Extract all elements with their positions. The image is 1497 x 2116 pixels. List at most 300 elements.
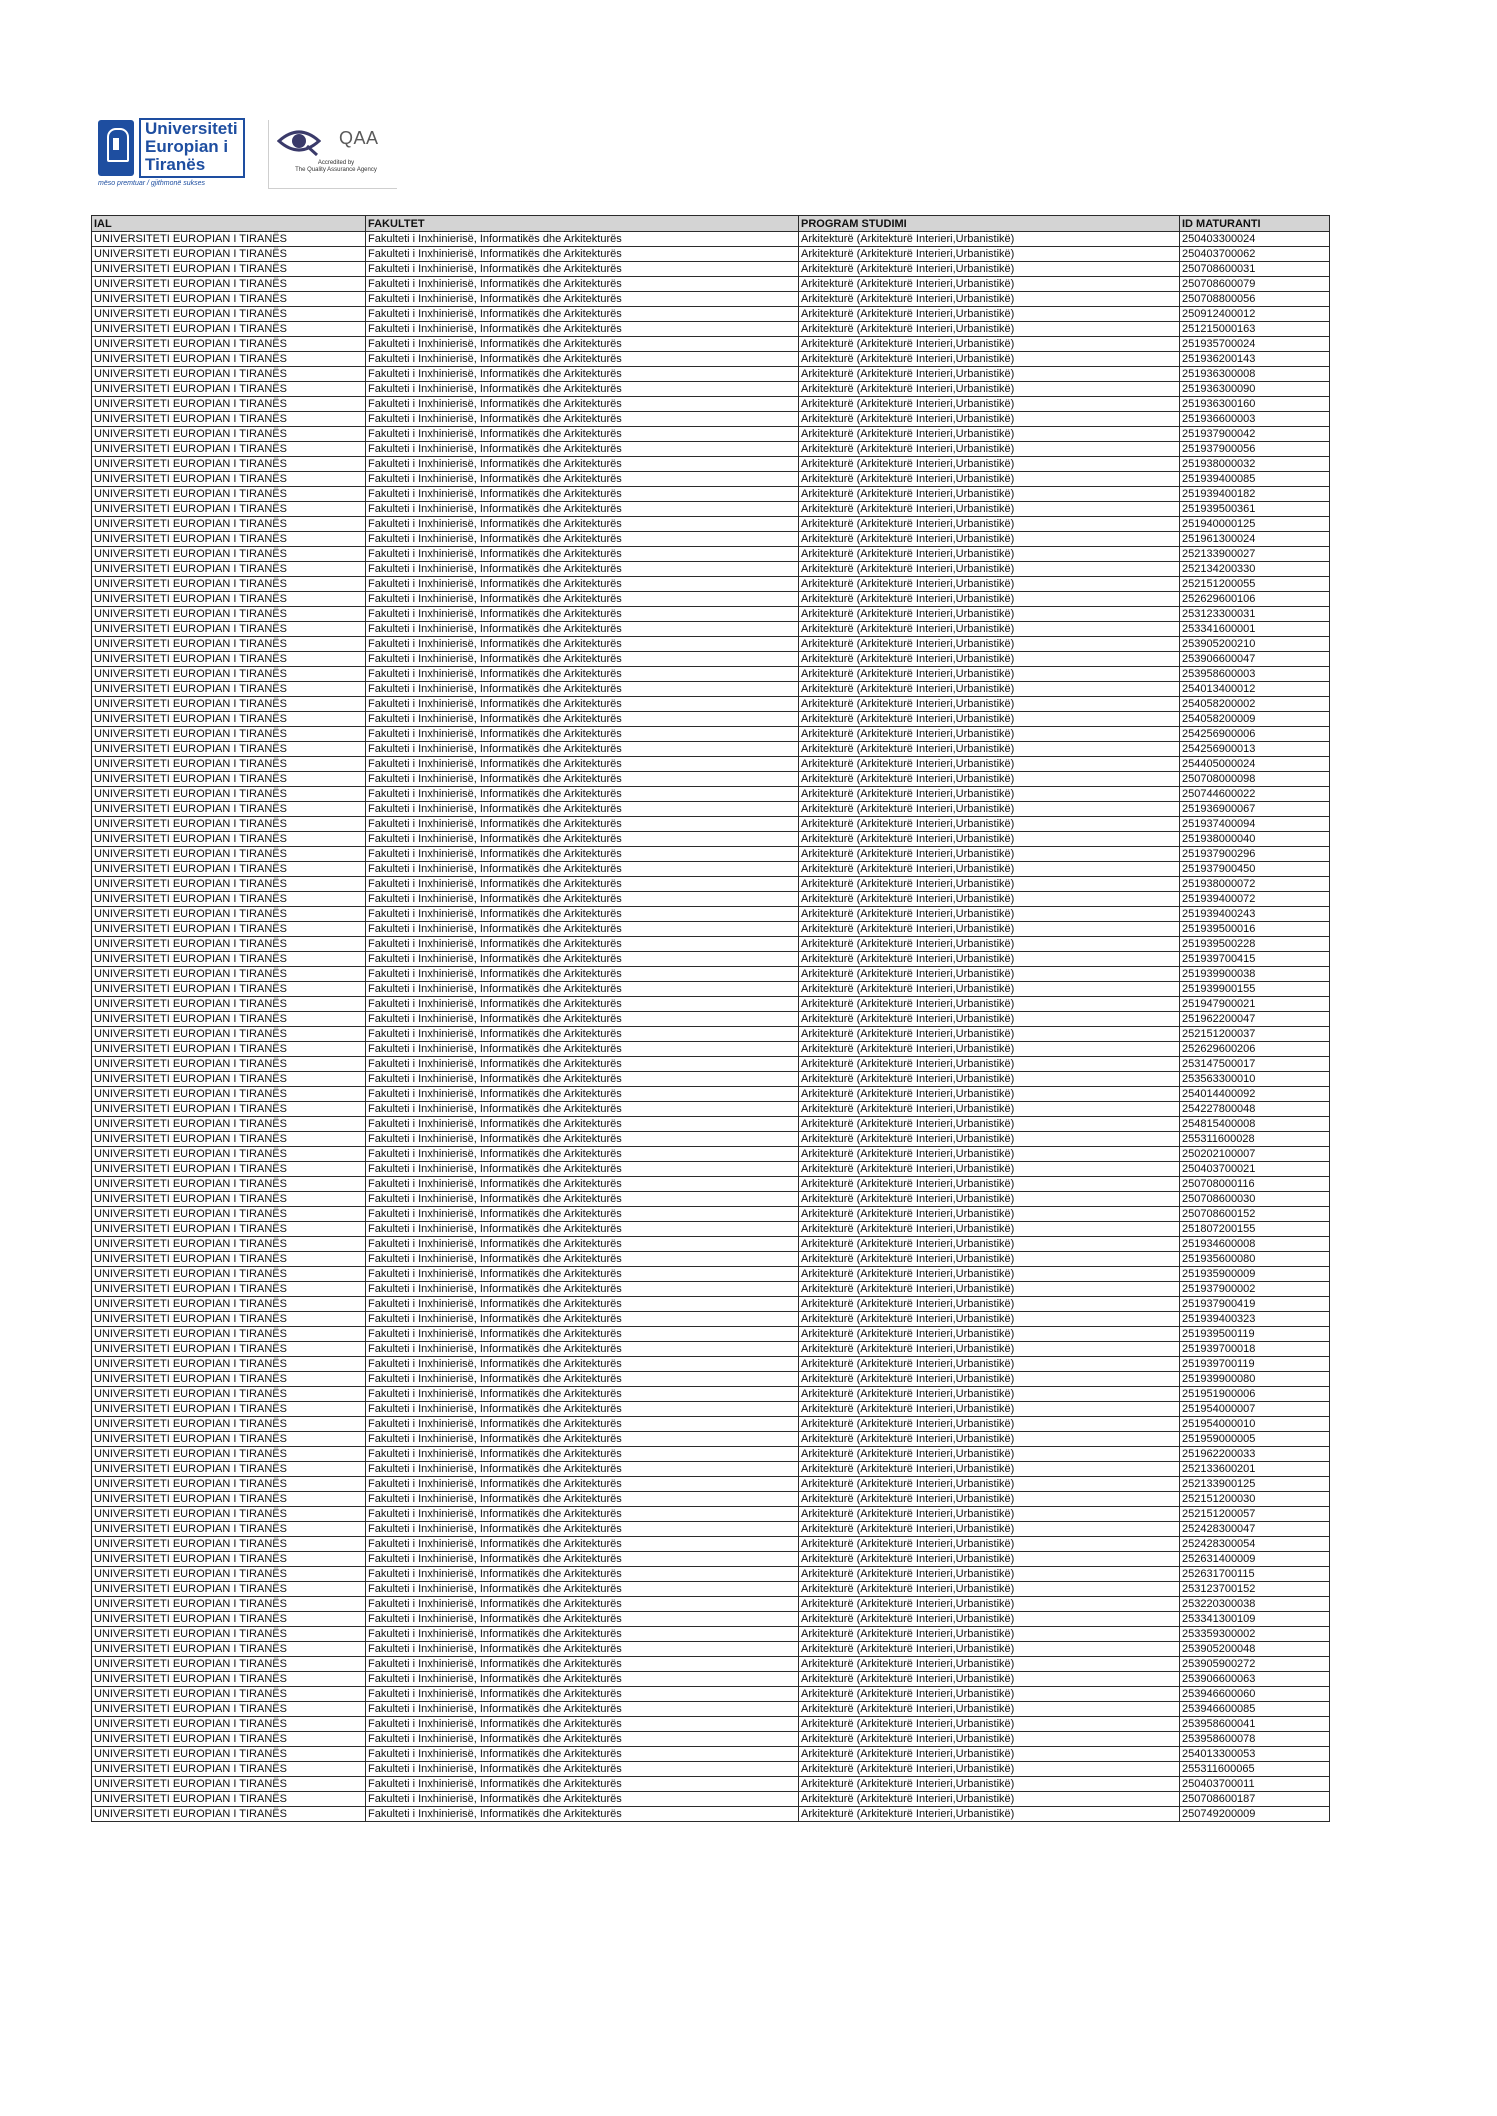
- cell-fakultet: Fakulteti i Inxhinierisë, Informatikës dhe Arkitekturës: [366, 1177, 799, 1192]
- column-header-ial: IAL: [92, 216, 366, 232]
- cell-ial: UNIVERSITETI EUROPIAN I TIRANËS: [92, 922, 366, 937]
- table-row: [92, 1507, 1330, 1522]
- cell-ial: UNIVERSITETI EUROPIAN I TIRANËS: [92, 1417, 366, 1432]
- cell-program: Arkitekturë (Arkitekturë Interieri,Urbanistikë): [799, 1612, 1180, 1627]
- cell-program: Arkitekturë (Arkitekturë Interieri,Urbanistikë): [799, 847, 1180, 862]
- cell-id: 251939400243: [1180, 907, 1330, 922]
- cell-program: Arkitekturë (Arkitekturë Interieri,Urbanistikë): [799, 1582, 1180, 1597]
- cell-id: 253905900272: [1180, 1657, 1330, 1672]
- cell-fakultet: Fakulteti i Inxhinierisë, Informatikës dhe Arkitekturës: [366, 337, 799, 352]
- cell-fakultet: Fakulteti i Inxhinierisë, Informatikës dhe Arkitekturës: [366, 1612, 799, 1627]
- cell-fakultet: Fakulteti i Inxhinierisë, Informatikës dhe Arkitekturës: [366, 1267, 799, 1282]
- cell-ial: UNIVERSITETI EUROPIAN I TIRANËS: [92, 1702, 366, 1717]
- cell-fakultet: Fakulteti i Inxhinierisë, Informatikës dhe Arkitekturës: [366, 1342, 799, 1357]
- table-row: [92, 637, 1330, 652]
- cell-id: 254405000024: [1180, 757, 1330, 772]
- cell-fakultet: Fakulteti i Inxhinierisë, Informatikës dhe Arkitekturës: [366, 1462, 799, 1477]
- table-row: [92, 277, 1330, 292]
- table-row: [92, 502, 1330, 517]
- table-row: [92, 1612, 1330, 1627]
- cell-program: Arkitekturë (Arkitekturë Interieri,Urbanistikë): [799, 1267, 1180, 1282]
- cell-program: Arkitekturë (Arkitekturë Interieri,Urbanistikë): [799, 1567, 1180, 1582]
- cell-program: Arkitekturë (Arkitekturë Interieri,Urbanistikë): [799, 277, 1180, 292]
- table-row: [92, 487, 1330, 502]
- cell-id: 250403300024: [1180, 232, 1330, 247]
- cell-fakultet: Fakulteti i Inxhinierisë, Informatikës dhe Arkitekturës: [366, 1297, 799, 1312]
- cell-program: Arkitekturë (Arkitekturë Interieri,Urbanistikë): [799, 1387, 1180, 1402]
- cell-program: Arkitekturë (Arkitekturë Interieri,Urbanistikë): [799, 1042, 1180, 1057]
- cell-fakultet: Fakulteti i Inxhinierisë, Informatikës dhe Arkitekturës: [366, 1357, 799, 1372]
- cell-ial: UNIVERSITETI EUROPIAN I TIRANËS: [92, 1522, 366, 1537]
- cell-program: Arkitekturë (Arkitekturë Interieri,Urbanistikë): [799, 1372, 1180, 1387]
- university-crest-icon: [98, 120, 134, 176]
- cell-id: 251939700415: [1180, 952, 1330, 967]
- cell-ial: UNIVERSITETI EUROPIAN I TIRANËS: [92, 457, 366, 472]
- table-row: [92, 517, 1330, 532]
- cell-program: Arkitekturë (Arkitekturë Interieri,Urbanistikë): [799, 1762, 1180, 1777]
- cell-program: Arkitekturë (Arkitekturë Interieri,Urbanistikë): [799, 1807, 1180, 1822]
- table-row: [92, 1327, 1330, 1342]
- cell-id: 251939500016: [1180, 922, 1330, 937]
- cell-id: 251936300008: [1180, 367, 1330, 382]
- cell-id: 251939400182: [1180, 487, 1330, 502]
- cell-program: Arkitekturë (Arkitekturë Interieri,Urbanistikë): [799, 772, 1180, 787]
- table-body: [92, 232, 1330, 1822]
- cell-id: 252133900027: [1180, 547, 1330, 562]
- cell-id: 253905200210: [1180, 637, 1330, 652]
- cell-ial: UNIVERSITETI EUROPIAN I TIRANËS: [92, 487, 366, 502]
- cell-id: 251939500361: [1180, 502, 1330, 517]
- cell-program: Arkitekturë (Arkitekturë Interieri,Urbanistikë): [799, 232, 1180, 247]
- cell-program: Arkitekturë (Arkitekturë Interieri,Urbanistikë): [799, 862, 1180, 877]
- cell-fakultet: Fakulteti i Inxhinierisë, Informatikës dhe Arkitekturës: [366, 652, 799, 667]
- cell-id: 250403700021: [1180, 1162, 1330, 1177]
- table-row: [92, 652, 1330, 667]
- cell-ial: UNIVERSITETI EUROPIAN I TIRANËS: [92, 1552, 366, 1567]
- cell-ial: UNIVERSITETI EUROPIAN I TIRANËS: [92, 1537, 366, 1552]
- table-row: [92, 757, 1330, 772]
- table-row: [92, 1282, 1330, 1297]
- table-row: [92, 1072, 1330, 1087]
- cell-program: Arkitekturë (Arkitekturë Interieri,Urbanistikë): [799, 1102, 1180, 1117]
- cell-program: Arkitekturë (Arkitekturë Interieri,Urbanistikë): [799, 667, 1180, 682]
- cell-id: 251939900038: [1180, 967, 1330, 982]
- cell-fakultet: Fakulteti i Inxhinierisë, Informatikës dhe Arkitekturës: [366, 907, 799, 922]
- cell-ial: UNIVERSITETI EUROPIAN I TIRANËS: [92, 1792, 366, 1807]
- cell-id: 252428300047: [1180, 1522, 1330, 1537]
- cell-ial: UNIVERSITETI EUROPIAN I TIRANËS: [92, 832, 366, 847]
- cell-ial: UNIVERSITETI EUROPIAN I TIRANËS: [92, 712, 366, 727]
- cell-ial: UNIVERSITETI EUROPIAN I TIRANËS: [92, 337, 366, 352]
- cell-id: 251215000163: [1180, 322, 1330, 337]
- cell-ial: UNIVERSITETI EUROPIAN I TIRANËS: [92, 1747, 366, 1762]
- cell-ial: UNIVERSITETI EUROPIAN I TIRANËS: [92, 427, 366, 442]
- cell-id: 252631700115: [1180, 1567, 1330, 1582]
- cell-program: Arkitekturë (Arkitekturë Interieri,Urbanistikë): [799, 1552, 1180, 1567]
- cell-id: 253341300109: [1180, 1612, 1330, 1627]
- cell-id: 251962200033: [1180, 1447, 1330, 1462]
- table-row: [92, 1807, 1330, 1822]
- cell-program: Arkitekturë (Arkitekturë Interieri,Urbanistikë): [799, 1057, 1180, 1072]
- table-row: [92, 697, 1330, 712]
- university-logo-line-1: Universiteti: [145, 119, 238, 138]
- table-row: [92, 1762, 1330, 1777]
- cell-ial: UNIVERSITETI EUROPIAN I TIRANËS: [92, 1057, 366, 1072]
- university-logo-line-2: Europian i: [145, 137, 229, 156]
- cell-id: 253946600085: [1180, 1702, 1330, 1717]
- cell-fakultet: Fakulteti i Inxhinierisë, Informatikës dhe Arkitekturës: [366, 967, 799, 982]
- cell-fakultet: Fakulteti i Inxhinierisë, Informatikës dhe Arkitekturës: [366, 562, 799, 577]
- table-row: [92, 1117, 1330, 1132]
- cell-fakultet: Fakulteti i Inxhinierisë, Informatikës dhe Arkitekturës: [366, 1312, 799, 1327]
- cell-ial: UNIVERSITETI EUROPIAN I TIRANËS: [92, 1642, 366, 1657]
- table-row: [92, 622, 1330, 637]
- table-row: [92, 1252, 1330, 1267]
- cell-fakultet: Fakulteti i Inxhinierisë, Informatikës dhe Arkitekturës: [366, 1072, 799, 1087]
- cell-fakultet: Fakulteti i Inxhinierisë, Informatikës dhe Arkitekturës: [366, 727, 799, 742]
- table-row: [92, 952, 1330, 967]
- table-row: [92, 367, 1330, 382]
- cell-fakultet: Fakulteti i Inxhinierisë, Informatikës dhe Arkitekturës: [366, 817, 799, 832]
- cell-fakultet: Fakulteti i Inxhinierisë, Informatikës dhe Arkitekturës: [366, 1132, 799, 1147]
- cell-ial: UNIVERSITETI EUROPIAN I TIRANËS: [92, 982, 366, 997]
- cell-program: Arkitekturë (Arkitekturë Interieri,Urbanistikë): [799, 997, 1180, 1012]
- table-row: [92, 1492, 1330, 1507]
- cell-program: Arkitekturë (Arkitekturë Interieri,Urbanistikë): [799, 817, 1180, 832]
- cell-id: 251947900021: [1180, 997, 1330, 1012]
- cell-ial: UNIVERSITETI EUROPIAN I TIRANËS: [92, 1477, 366, 1492]
- cell-program: Arkitekturë (Arkitekturë Interieri,Urbanistikë): [799, 1132, 1180, 1147]
- table-row: [92, 1747, 1330, 1762]
- cell-id: 251951900006: [1180, 1387, 1330, 1402]
- cell-ial: UNIVERSITETI EUROPIAN I TIRANËS: [92, 1117, 366, 1132]
- cell-id: 251940000125: [1180, 517, 1330, 532]
- cell-program: Arkitekturë (Arkitekturë Interieri,Urbanistikë): [799, 442, 1180, 457]
- cell-ial: UNIVERSITETI EUROPIAN I TIRANËS: [92, 1267, 366, 1282]
- cell-fakultet: Fakulteti i Inxhinierisë, Informatikës dhe Arkitekturës: [366, 1192, 799, 1207]
- cell-fakultet: Fakulteti i Inxhinierisë, Informatikës dhe Arkitekturës: [366, 1057, 799, 1072]
- cell-ial: UNIVERSITETI EUROPIAN I TIRANËS: [92, 847, 366, 862]
- table-row: [92, 1162, 1330, 1177]
- cell-fakultet: Fakulteti i Inxhinierisë, Informatikës dhe Arkitekturës: [366, 1507, 799, 1522]
- table-row: [92, 1372, 1330, 1387]
- table-row: [92, 1342, 1330, 1357]
- table-row: [92, 1702, 1330, 1717]
- cell-program: Arkitekturë (Arkitekturë Interieri,Urbanistikë): [799, 562, 1180, 577]
- cell-ial: UNIVERSITETI EUROPIAN I TIRANËS: [92, 412, 366, 427]
- cell-program: Arkitekturë (Arkitekturë Interieri,Urbanistikë): [799, 727, 1180, 742]
- cell-fakultet: Fakulteti i Inxhinierisë, Informatikës dhe Arkitekturës: [366, 877, 799, 892]
- cell-id: 251938000032: [1180, 457, 1330, 472]
- table-row: [92, 772, 1330, 787]
- cell-ial: UNIVERSITETI EUROPIAN I TIRANËS: [92, 907, 366, 922]
- cell-id: 254013300053: [1180, 1747, 1330, 1762]
- table-row: [92, 442, 1330, 457]
- cell-fakultet: Fakulteti i Inxhinierisë, Informatikës dhe Arkitekturës: [366, 577, 799, 592]
- cell-program: Arkitekturë (Arkitekturë Interieri,Urbanistikë): [799, 1597, 1180, 1612]
- university-logo-tagline: mëso premtuar / gjithmonë sukses: [98, 180, 205, 187]
- cell-program: Arkitekturë (Arkitekturë Interieri,Urbanistikë): [799, 877, 1180, 892]
- cell-ial: UNIVERSITETI EUROPIAN I TIRANËS: [92, 592, 366, 607]
- cell-fakultet: Fakulteti i Inxhinierisë, Informatikës dhe Arkitekturës: [366, 1567, 799, 1582]
- column-header-id: ID MATURANTI: [1180, 216, 1330, 232]
- cell-program: Arkitekturë (Arkitekturë Interieri,Urbanistikë): [799, 1192, 1180, 1207]
- table-row: [92, 1552, 1330, 1567]
- cell-program: Arkitekturë (Arkitekturë Interieri,Urbanistikë): [799, 622, 1180, 637]
- cell-fakultet: Fakulteti i Inxhinierisë, Informatikës dhe Arkitekturës: [366, 1807, 799, 1822]
- cell-id: 252631400009: [1180, 1552, 1330, 1567]
- cell-program: Arkitekturë (Arkitekturë Interieri,Urbanistikë): [799, 892, 1180, 907]
- cell-ial: UNIVERSITETI EUROPIAN I TIRANËS: [92, 247, 366, 262]
- cell-ial: UNIVERSITETI EUROPIAN I TIRANËS: [92, 862, 366, 877]
- cell-id: 253958600078: [1180, 1732, 1330, 1747]
- table-row: [92, 1477, 1330, 1492]
- cell-fakultet: Fakulteti i Inxhinierisë, Informatikës dhe Arkitekturës: [366, 1087, 799, 1102]
- cell-program: Arkitekturë (Arkitekturë Interieri,Urbanistikë): [799, 787, 1180, 802]
- cell-program: Arkitekturë (Arkitekturë Interieri,Urbanistikë): [799, 1627, 1180, 1642]
- cell-program: Arkitekturë (Arkitekturë Interieri,Urbanistikë): [799, 1177, 1180, 1192]
- cell-id: 251937400094: [1180, 817, 1330, 832]
- cell-id: 253958600041: [1180, 1717, 1330, 1732]
- table-row: [92, 307, 1330, 322]
- cell-fakultet: Fakulteti i Inxhinierisë, Informatikës dhe Arkitekturës: [366, 1417, 799, 1432]
- cell-fakultet: Fakulteti i Inxhinierisë, Informatikës dhe Arkitekturës: [366, 382, 799, 397]
- cell-fakultet: Fakulteti i Inxhinierisë, Informatikës dhe Arkitekturës: [366, 1597, 799, 1612]
- cell-program: Arkitekturë (Arkitekturë Interieri,Urbanistikë): [799, 547, 1180, 562]
- table-row: [92, 847, 1330, 862]
- cell-id: 253359300002: [1180, 1627, 1330, 1642]
- cell-ial: UNIVERSITETI EUROPIAN I TIRANËS: [92, 1282, 366, 1297]
- cell-id: 251807200155: [1180, 1222, 1330, 1237]
- table-row: [92, 607, 1330, 622]
- cell-id: 254227800048: [1180, 1102, 1330, 1117]
- cell-program: Arkitekturë (Arkitekturë Interieri,Urbanistikë): [799, 1252, 1180, 1267]
- cell-program: Arkitekturë (Arkitekturë Interieri,Urbanistikë): [799, 1507, 1180, 1522]
- cell-id: 251934600008: [1180, 1237, 1330, 1252]
- table-row: [92, 592, 1330, 607]
- cell-ial: UNIVERSITETI EUROPIAN I TIRANËS: [92, 1492, 366, 1507]
- cell-program: Arkitekturë (Arkitekturë Interieri,Urbanistikë): [799, 1087, 1180, 1102]
- cell-id: 250202100007: [1180, 1147, 1330, 1162]
- table-row: [92, 397, 1330, 412]
- cell-id: 254058200009: [1180, 712, 1330, 727]
- cell-fakultet: Fakulteti i Inxhinierisë, Informatikës dhe Arkitekturës: [366, 742, 799, 757]
- table-row: [92, 1297, 1330, 1312]
- table-row: [92, 1207, 1330, 1222]
- cell-ial: UNIVERSITETI EUROPIAN I TIRANËS: [92, 997, 366, 1012]
- table-row: [92, 1447, 1330, 1462]
- table-row: [92, 1582, 1330, 1597]
- cell-fakultet: Fakulteti i Inxhinierisë, Informatikës dhe Arkitekturës: [366, 1327, 799, 1342]
- cell-ial: UNIVERSITETI EUROPIAN I TIRANËS: [92, 472, 366, 487]
- table-row: [92, 937, 1330, 952]
- university-logo-wordmark: [139, 118, 245, 178]
- cell-id: 252629600206: [1180, 1042, 1330, 1057]
- cell-ial: UNIVERSITETI EUROPIAN I TIRANËS: [92, 967, 366, 982]
- cell-ial: UNIVERSITETI EUROPIAN I TIRANËS: [92, 322, 366, 337]
- cell-id: 251954000007: [1180, 1402, 1330, 1417]
- table-row: [92, 1012, 1330, 1027]
- cell-program: Arkitekturë (Arkitekturë Interieri,Urbanistikë): [799, 1342, 1180, 1357]
- cell-ial: UNIVERSITETI EUROPIAN I TIRANËS: [92, 877, 366, 892]
- cell-fakultet: Fakulteti i Inxhinierisë, Informatikës dhe Arkitekturës: [366, 1642, 799, 1657]
- cell-id: 251935700024: [1180, 337, 1330, 352]
- cell-id: 251935900009: [1180, 1267, 1330, 1282]
- cell-id: 254256900006: [1180, 727, 1330, 742]
- cell-ial: UNIVERSITETI EUROPIAN I TIRANËS: [92, 352, 366, 367]
- cell-fakultet: Fakulteti i Inxhinierisë, Informatikës dhe Arkitekturës: [366, 397, 799, 412]
- cell-program: Arkitekturë (Arkitekturë Interieri,Urbanistikë): [799, 1777, 1180, 1792]
- cell-id: 251937900042: [1180, 427, 1330, 442]
- cell-ial: UNIVERSITETI EUROPIAN I TIRANËS: [92, 607, 366, 622]
- cell-ial: UNIVERSITETI EUROPIAN I TIRANËS: [92, 1672, 366, 1687]
- table-row: [92, 802, 1330, 817]
- cell-id: 251937900450: [1180, 862, 1330, 877]
- cell-program: Arkitekturë (Arkitekturë Interieri,Urbanistikë): [799, 1312, 1180, 1327]
- cell-id: 250708600152: [1180, 1207, 1330, 1222]
- table-row: [92, 1732, 1330, 1747]
- cell-program: Arkitekturë (Arkitekturë Interieri,Urbanistikë): [799, 952, 1180, 967]
- cell-fakultet: Fakulteti i Inxhinierisë, Informatikës dhe Arkitekturës: [366, 1582, 799, 1597]
- cell-ial: UNIVERSITETI EUROPIAN I TIRANËS: [92, 262, 366, 277]
- cell-fakultet: Fakulteti i Inxhinierisë, Informatikës dhe Arkitekturës: [366, 1432, 799, 1447]
- cell-id: 253220300038: [1180, 1597, 1330, 1612]
- cell-fakultet: Fakulteti i Inxhinierisë, Informatikës dhe Arkitekturës: [366, 1672, 799, 1687]
- cell-fakultet: Fakulteti i Inxhinierisë, Informatikës dhe Arkitekturës: [366, 1702, 799, 1717]
- cell-program: Arkitekturë (Arkitekturë Interieri,Urbanistikë): [799, 1432, 1180, 1447]
- cell-fakultet: Fakulteti i Inxhinierisë, Informatikës dhe Arkitekturës: [366, 232, 799, 247]
- cell-ial: UNIVERSITETI EUROPIAN I TIRANËS: [92, 817, 366, 832]
- cell-ial: UNIVERSITETI EUROPIAN I TIRANËS: [92, 667, 366, 682]
- cell-id: 250749200009: [1180, 1807, 1330, 1822]
- table-row: [92, 1777, 1330, 1792]
- table-row: [92, 547, 1330, 562]
- table-row: [92, 322, 1330, 337]
- cell-ial: UNIVERSITETI EUROPIAN I TIRANËS: [92, 1777, 366, 1792]
- cell-ial: UNIVERSITETI EUROPIAN I TIRANËS: [92, 1372, 366, 1387]
- table-row: [92, 1267, 1330, 1282]
- cell-fakultet: Fakulteti i Inxhinierisë, Informatikës dhe Arkitekturës: [366, 622, 799, 637]
- table-row: [92, 892, 1330, 907]
- table-row: [92, 1537, 1330, 1552]
- cell-id: 251939700018: [1180, 1342, 1330, 1357]
- cell-fakultet: Fakulteti i Inxhinierisë, Informatikës dhe Arkitekturës: [366, 1102, 799, 1117]
- cell-ial: UNIVERSITETI EUROPIAN I TIRANËS: [92, 1042, 366, 1057]
- cell-program: Arkitekturë (Arkitekturë Interieri,Urbanistikë): [799, 577, 1180, 592]
- cell-ial: UNIVERSITETI EUROPIAN I TIRANËS: [92, 367, 366, 382]
- cell-program: Arkitekturë (Arkitekturë Interieri,Urbanistikë): [799, 1522, 1180, 1537]
- cell-id: 251937900056: [1180, 442, 1330, 457]
- cell-fakultet: Fakulteti i Inxhinierisë, Informatikës dhe Arkitekturës: [366, 952, 799, 967]
- cell-id: 253906600063: [1180, 1672, 1330, 1687]
- cell-id: 251939500228: [1180, 937, 1330, 952]
- cell-ial: UNIVERSITETI EUROPIAN I TIRANËS: [92, 502, 366, 517]
- cell-fakultet: Fakulteti i Inxhinierisë, Informatikës dhe Arkitekturës: [366, 892, 799, 907]
- cell-id: 252151200037: [1180, 1027, 1330, 1042]
- cell-program: Arkitekturë (Arkitekturë Interieri,Urbanistikë): [799, 502, 1180, 517]
- cell-ial: UNIVERSITETI EUROPIAN I TIRANËS: [92, 1717, 366, 1732]
- cell-program: Arkitekturë (Arkitekturë Interieri,Urbanistikë): [799, 832, 1180, 847]
- cell-id: 252134200330: [1180, 562, 1330, 577]
- table-row: [92, 427, 1330, 442]
- cell-fakultet: Fakulteti i Inxhinierisë, Informatikës dhe Arkitekturës: [366, 757, 799, 772]
- table-row: [92, 1657, 1330, 1672]
- table-row: [92, 1627, 1330, 1642]
- cell-id: 250912400012: [1180, 307, 1330, 322]
- cell-fakultet: Fakulteti i Inxhinierisë, Informatikës dhe Arkitekturës: [366, 1117, 799, 1132]
- table-row: [92, 967, 1330, 982]
- cell-ial: UNIVERSITETI EUROPIAN I TIRANËS: [92, 937, 366, 952]
- cell-ial: UNIVERSITETI EUROPIAN I TIRANËS: [92, 1312, 366, 1327]
- cell-id: 252151200057: [1180, 1507, 1330, 1522]
- cell-id: 250708600079: [1180, 277, 1330, 292]
- cell-fakultet: Fakulteti i Inxhinierisë, Informatikës dhe Arkitekturës: [366, 1717, 799, 1732]
- cell-program: Arkitekturë (Arkitekturë Interieri,Urbanistikë): [799, 592, 1180, 607]
- cell-ial: UNIVERSITETI EUROPIAN I TIRANËS: [92, 397, 366, 412]
- cell-fakultet: Fakulteti i Inxhinierisë, Informatikës dhe Arkitekturës: [366, 1042, 799, 1057]
- cell-ial: UNIVERSITETI EUROPIAN I TIRANËS: [92, 292, 366, 307]
- cell-program: Arkitekturë (Arkitekturë Interieri,Urbanistikë): [799, 1657, 1180, 1672]
- cell-fakultet: Fakulteti i Inxhinierisë, Informatikës dhe Arkitekturës: [366, 412, 799, 427]
- cell-program: Arkitekturë (Arkitekturë Interieri,Urbanistikë): [799, 397, 1180, 412]
- cell-fakultet: Fakulteti i Inxhinierisë, Informatikës dhe Arkitekturës: [366, 592, 799, 607]
- cell-fakultet: Fakulteti i Inxhinierisë, Informatikës dhe Arkitekturës: [366, 1687, 799, 1702]
- cell-ial: UNIVERSITETI EUROPIAN I TIRANËS: [92, 1732, 366, 1747]
- cell-program: Arkitekturë (Arkitekturë Interieri,Urbanistikë): [799, 1012, 1180, 1027]
- cell-ial: UNIVERSITETI EUROPIAN I TIRANËS: [92, 1222, 366, 1237]
- cell-ial: UNIVERSITETI EUROPIAN I TIRANËS: [92, 1102, 366, 1117]
- cell-fakultet: Fakulteti i Inxhinierisë, Informatikës dhe Arkitekturës: [366, 457, 799, 472]
- cell-ial: UNIVERSITETI EUROPIAN I TIRANËS: [92, 1297, 366, 1312]
- cell-id: 253958600003: [1180, 667, 1330, 682]
- cell-program: Arkitekturë (Arkitekturë Interieri,Urbanistikë): [799, 1642, 1180, 1657]
- cell-fakultet: Fakulteti i Inxhinierisë, Informatikës dhe Arkitekturës: [366, 1657, 799, 1672]
- cell-fakultet: Fakulteti i Inxhinierisë, Informatikës dhe Arkitekturës: [366, 997, 799, 1012]
- cell-fakultet: Fakulteti i Inxhinierisë, Informatikës dhe Arkitekturës: [366, 937, 799, 952]
- table-row: [92, 1087, 1330, 1102]
- cell-id: 251962200047: [1180, 1012, 1330, 1027]
- cell-id: 252428300054: [1180, 1537, 1330, 1552]
- table-row: [92, 457, 1330, 472]
- cell-program: Arkitekturë (Arkitekturë Interieri,Urbanistikë): [799, 967, 1180, 982]
- cell-fakultet: Fakulteti i Inxhinierisë, Informatikës dhe Arkitekturës: [366, 1252, 799, 1267]
- cell-fakultet: Fakulteti i Inxhinierisë, Informatikës dhe Arkitekturës: [366, 1162, 799, 1177]
- qaa-logo-subtitle: [277, 160, 395, 174]
- table-row: [92, 472, 1330, 487]
- cell-id: 251961300024: [1180, 532, 1330, 547]
- cell-ial: UNIVERSITETI EUROPIAN I TIRANËS: [92, 577, 366, 592]
- table-row: [92, 667, 1330, 682]
- table-row: [92, 787, 1330, 802]
- cell-fakultet: Fakulteti i Inxhinierisë, Informatikës dhe Arkitekturës: [366, 472, 799, 487]
- cell-ial: UNIVERSITETI EUROPIAN I TIRANËS: [92, 1612, 366, 1627]
- cell-fakultet: Fakulteti i Inxhinierisë, Informatikës dhe Arkitekturës: [366, 862, 799, 877]
- cell-program: Arkitekturë (Arkitekturë Interieri,Urbanistikë): [799, 1492, 1180, 1507]
- table-row: [92, 1177, 1330, 1192]
- cell-program: Arkitekturë (Arkitekturë Interieri,Urbanistikë): [799, 1447, 1180, 1462]
- table-row: [92, 1042, 1330, 1057]
- cell-ial: UNIVERSITETI EUROPIAN I TIRANËS: [92, 532, 366, 547]
- cell-id: 251939700119: [1180, 1357, 1330, 1372]
- cell-id: 253341600001: [1180, 622, 1330, 637]
- cell-fakultet: Fakulteti i Inxhinierisë, Informatikës dhe Arkitekturës: [366, 1777, 799, 1792]
- cell-id: 251937900419: [1180, 1297, 1330, 1312]
- cell-id: 251937900002: [1180, 1282, 1330, 1297]
- cell-ial: UNIVERSITETI EUROPIAN I TIRANËS: [92, 757, 366, 772]
- cell-ial: UNIVERSITETI EUROPIAN I TIRANËS: [92, 1627, 366, 1642]
- cell-ial: UNIVERSITETI EUROPIAN I TIRANËS: [92, 1687, 366, 1702]
- cell-fakultet: Fakulteti i Inxhinierisë, Informatikës dhe Arkitekturës: [366, 1372, 799, 1387]
